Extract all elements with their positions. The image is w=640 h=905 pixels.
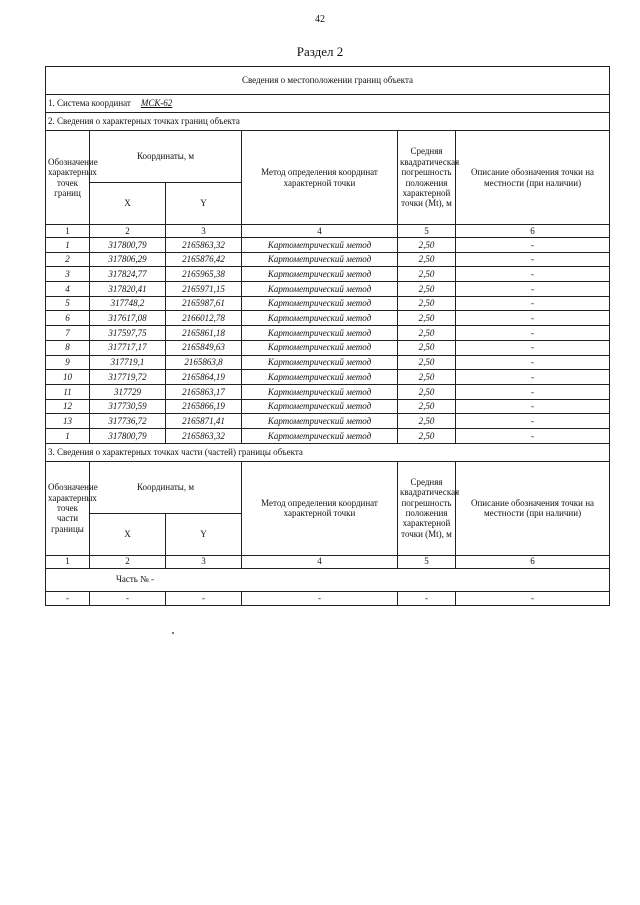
point-number-cell: 1 (46, 238, 90, 253)
empty-cell: - (90, 591, 166, 605)
table-row (46, 296, 610, 311)
header-coords: Координаты, м (90, 131, 242, 183)
header-description: Описание обозначения точки на местности (при наличии) (456, 461, 610, 555)
method-cell: Картометрический метод (242, 428, 398, 443)
point-number-cell: 1 (46, 428, 90, 443)
header-method: Метод определения координат характерной точки (242, 461, 398, 555)
col-number: 1 (46, 225, 90, 238)
y-coordinate-cell: 2165871,41 (166, 414, 242, 429)
section-title: Раздел 2 (296, 44, 344, 59)
x-coordinate-cell: 317800,79 (90, 428, 166, 443)
section2-heading: 2. Сведения о характерных точках границ объекта (46, 113, 610, 131)
y-coordinate-cell: 2165965,38 (166, 267, 242, 282)
x-coordinate-cell: 317824,77 (90, 267, 166, 282)
description-cell: - (456, 282, 610, 297)
y-coordinate-cell: 2165863,32 (166, 428, 242, 443)
point-number-cell: 8 (46, 340, 90, 355)
description-cell: - (456, 340, 610, 355)
accuracy-cell: 2,50 (398, 311, 456, 326)
point-number-cell: 10 (46, 370, 90, 385)
x-coordinate-cell: 317800,79 (90, 238, 166, 253)
col-number: 4 (242, 225, 398, 238)
x-coordinate-cell: 317719,1 (90, 355, 166, 370)
coordinate-system-label: 1. Система координат (48, 98, 131, 109)
y-coordinate-cell: 2165863,17 (166, 384, 242, 399)
method-cell: Картометрический метод (242, 370, 398, 385)
empty-cell: - (46, 591, 90, 605)
method-cell: Картометрический метод (242, 384, 398, 399)
header-x: X (90, 183, 166, 225)
method-cell: Картометрический метод (242, 340, 398, 355)
description-cell: - (456, 428, 610, 443)
description-cell: - (456, 326, 610, 341)
accuracy-cell: 2,50 (398, 355, 456, 370)
x-coordinate-cell: 317719,72 (90, 370, 166, 385)
col-number: 1 (46, 555, 90, 568)
x-coordinate-cell: 317820,41 (90, 282, 166, 297)
y-coordinate-cell: 2165863,8 (166, 355, 242, 370)
y-coordinate-cell: 2165971,15 (166, 282, 242, 297)
table-row (46, 428, 610, 443)
method-cell: Картометрический метод (242, 252, 398, 267)
method-cell: Картометрический метод (242, 355, 398, 370)
col-number: 3 (166, 225, 242, 238)
description-cell: - (456, 355, 610, 370)
accuracy-cell: 2,50 (398, 267, 456, 282)
table-row (46, 252, 610, 267)
stray-mark (172, 632, 174, 634)
accuracy-cell: 2,50 (398, 428, 456, 443)
y-coordinate-cell: 2166012,78 (166, 311, 242, 326)
point-number-cell: 13 (46, 414, 90, 429)
table-row (46, 311, 610, 326)
accuracy-cell: 2,50 (398, 414, 456, 429)
accuracy-cell: 2,50 (398, 238, 456, 253)
table-row (46, 384, 610, 399)
point-number-cell: 9 (46, 355, 90, 370)
x-coordinate-cell: 317730,59 (90, 399, 166, 414)
accuracy-cell: 2,50 (398, 384, 456, 399)
empty-cell: - (398, 591, 456, 605)
table-row (46, 282, 610, 297)
x-coordinate-cell: 317597,75 (90, 326, 166, 341)
header-point: Обозначение характерных точек границ (46, 131, 90, 225)
description-cell: - (456, 370, 610, 385)
description-cell: - (456, 267, 610, 282)
x-coordinate-cell: 317729 (90, 384, 166, 399)
accuracy-cell: 2,50 (398, 370, 456, 385)
column-numbers-row (46, 225, 610, 238)
x-coordinate-cell: 317736,72 (90, 414, 166, 429)
empty-part-row (46, 591, 610, 605)
description-cell: - (456, 384, 610, 399)
x-coordinate-cell: 317748,2 (90, 296, 166, 311)
table-row (46, 326, 610, 341)
y-coordinate-cell: 2165849,63 (166, 340, 242, 355)
point-number-cell: 6 (46, 311, 90, 326)
x-coordinate-cell: 317806,29 (90, 252, 166, 267)
table-row (46, 399, 610, 414)
empty-cell: - (166, 591, 242, 605)
point-number-cell: 12 (46, 399, 90, 414)
point-number-cell: 4 (46, 282, 90, 297)
col-number: 2 (90, 225, 166, 238)
accuracy-cell: 2,50 (398, 340, 456, 355)
y-coordinate-cell: 2165861,18 (166, 326, 242, 341)
table-row (46, 238, 610, 253)
header-method: Метод определения координат характерной точки (242, 131, 398, 225)
method-cell: Картометрический метод (242, 399, 398, 414)
description-cell: - (456, 252, 610, 267)
table-row (46, 340, 610, 355)
y-coordinate-cell: 2165864,19 (166, 370, 242, 385)
description-cell: - (456, 296, 610, 311)
y-coordinate-cell: 2165866,19 (166, 399, 242, 414)
empty-cell: - (242, 591, 398, 605)
table-row (46, 370, 610, 385)
col-number: 5 (398, 555, 456, 568)
method-cell: Картометрический метод (242, 414, 398, 429)
col-number: 6 (456, 555, 610, 568)
header-coords: Координаты, м (90, 461, 242, 513)
method-cell: Картометрический метод (242, 238, 398, 253)
coordinate-system-row (46, 95, 610, 113)
coordinate-system-value: МСК-62 (140, 98, 173, 109)
table-title: Сведения о местоположении границ объекта (46, 67, 610, 95)
part-label: Часть № - (46, 568, 610, 591)
table-row (46, 267, 610, 282)
point-number-cell: 11 (46, 384, 90, 399)
point-number-cell: 3 (46, 267, 90, 282)
method-cell: Картометрический метод (242, 282, 398, 297)
accuracy-cell: 2,50 (398, 252, 456, 267)
header-description: Описание обозначения точки на местности (при наличии) (456, 131, 610, 225)
table-row (46, 355, 610, 370)
col-number: 2 (90, 555, 166, 568)
empty-cell: - (456, 591, 610, 605)
description-cell: - (456, 238, 610, 253)
x-coordinate-cell: 317617,08 (90, 311, 166, 326)
method-cell: Картометрический метод (242, 296, 398, 311)
description-cell: - (456, 399, 610, 414)
accuracy-cell: 2,50 (398, 399, 456, 414)
section3-heading: 3. Сведения о характерных точках части (частей) границы объекта (46, 443, 610, 461)
method-cell: Картометрический метод (242, 267, 398, 282)
header-x: X (90, 513, 166, 555)
y-coordinate-cell: 2165863,32 (166, 238, 242, 253)
header-point-part: Обозначение характерных точек части границы (46, 461, 90, 555)
accuracy-cell: 2,50 (398, 282, 456, 297)
header-y: Y (166, 513, 242, 555)
x-coordinate-cell: 317717,17 (90, 340, 166, 355)
method-cell: Картометрический метод (242, 311, 398, 326)
accuracy-cell: 2,50 (398, 296, 456, 311)
table-row (46, 414, 610, 429)
description-cell: - (456, 311, 610, 326)
header-accuracy: Средняя квадратическая погрешность положения характерной точки (Mt), м (398, 131, 456, 225)
column-numbers-row (46, 555, 610, 568)
description-cell: - (456, 414, 610, 429)
col-number: 5 (398, 225, 456, 238)
method-cell: Картометрический метод (242, 326, 398, 341)
header-accuracy: Средняя квадратическая погрешность положения характерной точки (Mt), м (398, 461, 456, 555)
y-coordinate-cell: 2165876,42 (166, 252, 242, 267)
point-number-cell: 5 (46, 296, 90, 311)
accuracy-cell: 2,50 (398, 326, 456, 341)
col-number: 4 (242, 555, 398, 568)
col-number: 3 (166, 555, 242, 568)
y-coordinate-cell: 2165987,61 (166, 296, 242, 311)
boundary-table (45, 66, 610, 606)
header-y: Y (166, 183, 242, 225)
point-number-cell: 2 (46, 252, 90, 267)
point-number-cell: 7 (46, 326, 90, 341)
page-number: 42 (315, 14, 325, 25)
col-number: 6 (456, 225, 610, 238)
